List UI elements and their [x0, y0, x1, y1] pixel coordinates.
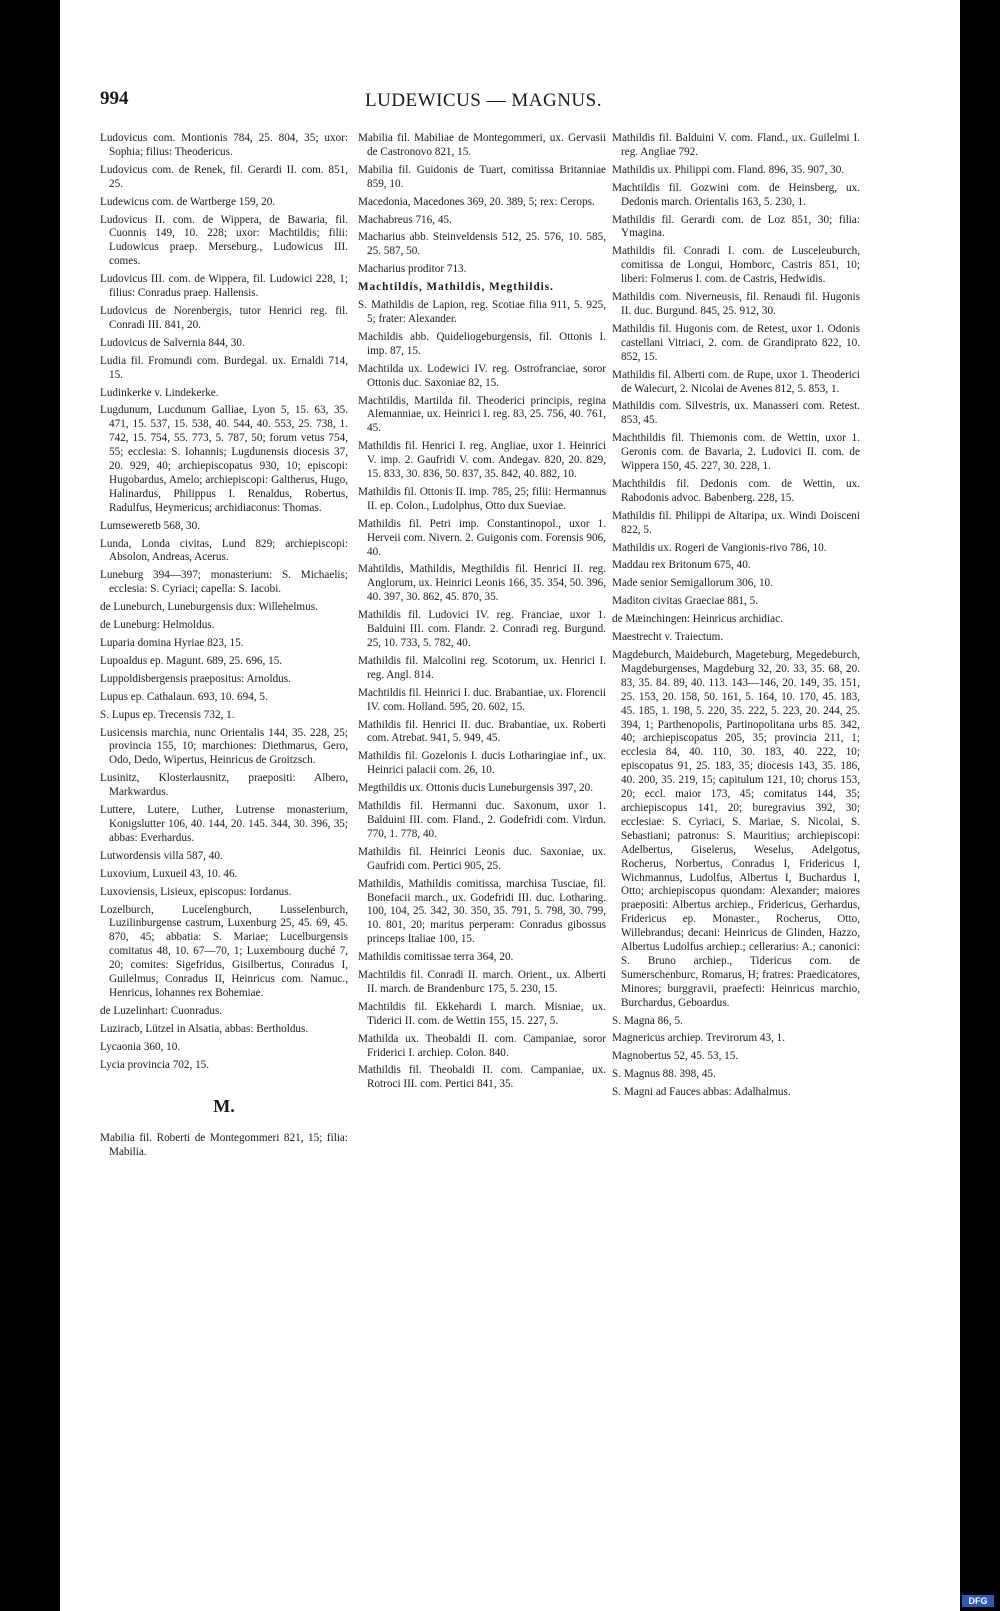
index-entry: Magdeburch, Maideburch, Mageteburg, Megedeburch, Magdeburgenses, Magdeburg 32, 20. 33, 35. 68, 20. 83, 35. 84. 89, 40. 113. 143—146, 20. 149, 35. 151, 25. 153, 20. 158, 50. 161, 5. 164, 10. 170, 45. 183, 45. 185, 1. 198, 5. 220, 35. 222, 5. 223, 20. 244, 25. 394, 1; Parthenopolis, Partinopolitana urbs 85. 342, 40; archiepiscopatus 205, 35; provincia 211, 1; ecclesia 84, 40. 110, 30. 183, 40. 222, 10; episcopatus 91, 25. 183, 35; diocesis 143, 35. 186, 40. 200, 35. 219, 15; capitulum 121, 10; chorus 153, 20; eccl. maior 173, 45; comitatus 144, 35; archiepiscopus 141, 20; buregravius 392, 30; ecclesiae: S. Cyriaci, S. Mariae, S. Nicolai, S. Sebastiani; patronus: S. Mauritius; archiepiscopi: Adelbertus, Giselerus, Weselus, Adelgotus, Rocherus, Norbertus, Conradus I, Fridericus I, Wichmannus, Ludolfus, Albertus I, Buchardus I, Otto; archiepiscopus quondam: Alexander; maiores praepositi: Albertus archiep., Fridericus, Gerhardus, Fridericus ep. Monaster., Rocherus, Otto, Willebrandus; decani: Heinricus de Glinden, Hazzo, Albertus Ludolfus archiep.; cellerarius: A.; canonici: S. Bruno archiep., Tidericus com. de Sumerschenburc, Romarus, H; fratres: Praedicatores, Minores; burggravii, praefecti: Heinricus marchio, Burchardus, Geboardus.	[612, 649, 860, 1009]
column-2-entries-bottom	[358, 299, 606, 1092]
index-entry: Machabreus 716, 45.	[358, 213, 452, 226]
index-entry: Mathildis fil. Alberti com. de Rupe, uxor 1. Theoderici de Walecurt, 2. Nicolai de Avenes 812, 5. 853, 1.	[612, 368, 860, 395]
index-entry: de Luzelinhart: Cuonradus.	[100, 1004, 223, 1017]
index-entry: Luxoviensis, Lisieux, episcopus: Iordanus.	[100, 885, 292, 898]
index-entry: Megthildis ux. Ottonis ducis Luneburgensis 397, 20.	[358, 782, 594, 795]
index-entry: Mathildis fil. Hugonis com. de Retest, uxor 1. Odonis castellani Vitriaci, 2. com. de Grandiprato 822, 10. 852, 15.	[612, 322, 860, 363]
index-entry: Ludia fil. Fromundi com. Burdegal. ux. Ernaldi 714, 15.	[100, 354, 348, 381]
index-entry: Mahtildis, Mathildis, Megthildis fil. Henrici II. reg. Anglorum, ux. Heinrici Leonis 166, 35. 354, 50. 396, 40. 397, 30. 862, 45. 870, 35.	[358, 563, 606, 604]
column-1-entries	[100, 132, 348, 1072]
index-entry: Mathildis fil. Malcolini reg. Scotorum, ux. Henrici I. reg. Angl. 814.	[358, 654, 606, 681]
index-entry: Lycaonia 360, 10.	[100, 1040, 181, 1053]
index-entry: Magnobertus 52, 45. 53, 15.	[612, 1050, 739, 1063]
index-entry: Mathildis ux. Philippi com. Fland. 896, 35. 907, 30.	[612, 163, 845, 176]
index-entry: Lusinitz, Klosterlausnitz, praepositi: Albero, Markwardus.	[100, 772, 348, 799]
index-entry: Lupoaldus ep. Magunt. 689, 25. 696, 15.	[100, 654, 283, 667]
index-entry: Machthildis fil. Dedonis com. de Wettin, ux. Rabodonis advoc. Babenberg. 228, 15.	[612, 477, 860, 504]
index-entry: S. Mathildis de Lapion, reg. Scotiae filia 911, 5. 925, 5; frater: Alexander.	[358, 299, 606, 325]
page-number: 994	[100, 88, 129, 109]
index-entry: Mathildis, Mathildis comitissa, marchisa Tusciae, fil. Bonefacii march., ux. Godefridi III. duc. Lotharing. 100, 104, 25. 342, 30. 350, 35. 791, 5. 798, 30. 799, 10. 801, 20; maritus perperam: Conradus gibossus princeps Italiae 100, 15.	[358, 877, 606, 946]
index-entry: Mathildis fil. Henrici I. reg. Angliae, uxor 1. Heinrici V. imp. 2. Gaufridi V. com. Andegav. 820, 20. 829, 15. 833, 30. 836, 50. 837, 35. 842, 40. 882, 10.	[358, 440, 606, 481]
index-entry: Ludovicus com. de Renek, fil. Gerardi II. com. 851, 25.	[100, 163, 348, 190]
index-entry: Machtildis fil. Gozwini com. de Heinsberg, ux. Dedonis march. Orientalis 163, 5. 230, 1.	[612, 181, 860, 208]
index-entry: Luziracb, Lützel in Alsatia, abbas: Bertholdus.	[100, 1022, 309, 1035]
index-entry: Lupus ep. Cathalaun. 693, 10. 694, 5.	[100, 690, 268, 703]
index-entry: Mathildis fil. Ludovici IV. reg. Franciae, uxor 1. Balduini III. com. Flandr. 2. Conradi reg. Burgund. 25, 10. 733, 5. 782, 40.	[358, 609, 606, 649]
index-entry: S. Magnus 88. 398, 45.	[612, 1068, 716, 1081]
index-entry: Mathildis fil. Heinrici Leonis duc. Saxoniae, ux. Gaufridi com. Pertici 905, 25.	[358, 845, 606, 872]
index-entry: Machtilda ux. Lodewici IV. reg. Ostrofranciae, soror Ottonis duc. Saxoniae 82, 15.	[358, 362, 606, 389]
index-entry: S. Lupus ep. Trecensis 732, 1.	[100, 708, 235, 721]
index-entry: Lumseweretb 568, 30.	[100, 519, 201, 532]
index-entry: Lugdunum, Lucdunum Galliae, Lyon 5, 15. 63, 35. 471, 15. 537, 15. 538, 40. 544, 40. 553, 25. 738, 1. 742, 15. 754, 55. 773, 5. 787, 50; forum vetus 754, 55; ecclesia: S. Iohannis; Lugdunensis diocesis 37, 20. 929, 40; archiepiscopatus 930, 10; episcopi: Hugobardus, Amelo; archiepiscopi: Galtherus, Hugo, Halinardus, Philippus I. Renaldus, Robertus, Radulfus, Heymericus; archidiaconus: Thomas.	[100, 404, 348, 514]
index-entry: Mabilia fil. Guidonis de Tuart, comitissa Britanniae 859, 10.	[358, 163, 606, 190]
index-entry: Mathilda ux. Theobaldi II. com. Campaniae, soror Friderici I. archiep. Colon. 840.	[358, 1032, 606, 1059]
index-entry: Mathildis fil. Gozelonis I. ducis Lotharingiae inf., ux. Heinrici palacii com. 26, 10.	[358, 750, 606, 777]
index-entry: Macharius abb. Steinveldensis 512, 25. 576, 10. 585, 25. 587, 50.	[358, 231, 606, 258]
index-entry: de Luneburg: Helmoldus.	[100, 619, 215, 632]
index-entry: Ludovicus com. Montionis 784, 25. 804, 35; uxor: Sophia; filius: Theodericus.	[100, 132, 348, 158]
column-2	[358, 132, 606, 1096]
index-entry: Machtildis fil. Heinrici I. duc. Brabantiae, ux. Florencii IV. com. Holland. 595, 20. 602, 15.	[358, 686, 606, 713]
index-entry: Ludovicus de Salvernia 844, 30.	[100, 336, 245, 349]
column-2-entries-top	[358, 132, 606, 277]
index-entry: Luneburg 394—397; monasterium: S. Michaelis; ecclesia: S. Cyriaci; capella: S. Iacobi.	[100, 569, 348, 596]
index-entry: Mathildis com. Silvestris, ux. Manasseri com. Retest. 853, 45.	[612, 400, 860, 427]
index-entry: Mathildis ux. Rogeri de Vangionis-rivo 786, 10.	[612, 541, 827, 554]
index-entry: Machildis abb. Quideliogeburgensis, fil. Ottonis I. imp. 87, 15.	[358, 330, 606, 357]
index-heading: Machtildis, Mathildis, Megthildis.	[358, 281, 554, 294]
section-letter: M.	[213, 1096, 235, 1117]
index-entry: Mathildis fil. Petri imp. Constantinopol., uxor 1. Herveii com. Nivern. 2. Guigonis com. Forensis 906, 40.	[358, 517, 606, 558]
index-entry: Lutwordensis villa 587, 40.	[100, 849, 223, 862]
index-entry: Luppoldisbergensis praepositus: Arnoldus.	[100, 672, 291, 685]
index-entry: Mathildis fil. Ottonis II. imp. 785, 25; filii: Hermannus II. ep. Colon., Ludolphus, Otto dux Sueviae.	[358, 485, 606, 512]
index-entry: de Mæinchingen: Heinricus archidiac.	[612, 613, 783, 626]
index-entry: Ludinkerke v. Lindekerke.	[100, 386, 219, 399]
index-entry: Mathildis comitissae terra 364, 20.	[358, 951, 514, 964]
index-entry: Mathildis fil. Henrici II. duc. Brabantiae, ux. Roberti com. Atrebat. 941, 5. 949, 45.	[358, 718, 606, 745]
index-entry: Machtildis, Martilda fil. Theoderici principis, regina Alemanniae, ux. Heinrici I. reg. 83, 25. 756, 40. 761, 45.	[358, 394, 606, 435]
index-entry: Mabilia fil. Roberti de Montegommeri 821, 15; filia: Mabilia.	[100, 1132, 348, 1159]
running-head: LUDEWICUS — MAGNUS.	[365, 90, 602, 111]
index-entry: Ludovicus de Norenbergis, tutor Henrici reg. fil. Conradi III. 841, 20.	[100, 304, 348, 331]
index-entry: Luxovium, Luxueil 43, 10. 46.	[100, 867, 238, 880]
dfg-logo: DFG	[962, 1595, 994, 1607]
index-entry: Lozelburch, Lucelengburch, Lusselenburch, Luzilinburgense castrum, Luxenburg 25, 45. 69, 45. 870, 45; abbatia: S. Mariae; Lucelburgensis comitatus 48, 10. 67—70, 1; Luxembourg duché 7, 20; comites: Sigefridus, Gisilbertus, Conradus I, Guilelmus, Conradus II, Heinricus com. Namuc., Henricus, Iohannes rex Bohemiae.	[100, 903, 348, 999]
index-entry: Luparia domina Hyriae 823, 15.	[100, 637, 244, 649]
index-entry: Mathildis com. Niverneusis, fil. Renaudi fil. Hugonis II. duc. Burgund. 845, 25. 912, 30.	[612, 291, 860, 317]
funding-notice: Digitalisierung gefördert durch die Deutsche Forschungsgemeinschaft -	[598, 1595, 958, 1607]
index-entry: Mathildis fil. Theobaldi II. com. Campaniae, ux. Rotroci III. com. Pertici 841, 35.	[358, 1064, 606, 1091]
index-entry: Ludovicus II. com. de Wippera, de Bawaria, fil. Cuonnis 149, 10. 228; uxor: Machtildis; filii: Ludowicus praep. Merseburg., Ludowicus III. comes.	[100, 213, 348, 268]
index-entry: Machtildis fil. Conradi II. march. Orient., ux. Alberti II. march. de Brandenburc 175, 5. 230, 15.	[358, 969, 606, 995]
index-entry: S. Magni ad Fauces abbas: Adalhalmus.	[612, 1086, 791, 1099]
column-1	[100, 132, 348, 1164]
index-entry: Luttere, Lutere, Luther, Lutrense monasterium, Konigslutter 106, 40. 144, 20. 145. 344, 30. 396, 35; abbas: Everhardus.	[100, 804, 348, 844]
index-entry: Lunda, Londa civitas, Lund 829; archiepiscopi: Absolon, Andreas, Acerus.	[100, 537, 348, 564]
column-3-entries	[612, 132, 860, 1100]
index-entry: Lycia provincia 702, 15.	[100, 1058, 210, 1071]
index-entry: Mathildis fil. Philippi de Altaripa, ux. Windi Doisceni 822, 5.	[612, 509, 860, 536]
footer-bar	[0, 1593, 1000, 1611]
column-3	[612, 132, 860, 1104]
index-entry: Made senior Semigallorum 306, 10.	[612, 577, 773, 590]
index-entry: Ludovicus III. com. de Wippera, fil. Ludowici 228, 1; filius: Conradus praep. Hallensis.	[100, 273, 348, 300]
index-entry: Macharius proditor 713.	[358, 263, 467, 276]
index-entry: Mathildis fil. Gerardi com. de Loz 851, 30; filia: Ymagina.	[612, 213, 860, 240]
index-entry: Machthildis fil. Thiemonis com. de Wettin, uxor 1. Geronis com. de Bavaria, 2. Ludovici II. com. de Wippera 150, 45. 227, 30. 228, 1.	[612, 432, 860, 473]
index-entry: Ludewicus com. de Wartberge 159, 20.	[100, 195, 276, 208]
index-entry: de Luneburch, Luneburgensis dux: Willehelmus.	[100, 601, 318, 614]
index-entry: Maestrecht v. Traiectum.	[612, 631, 724, 644]
index-page	[60, 0, 960, 1611]
index-entry: Maddau rex Britonum 675, 40.	[612, 559, 751, 572]
index-entry: S. Magna 86, 5.	[612, 1014, 683, 1027]
index-entry: Lusicensis marchia, nunc Orientalis 144, 35. 228, 25; provincia 155, 10; marchiones: Diethmarus, Gero, Odo, Dedo, Wipertus, Heinricus de Groitzsch.	[100, 726, 348, 767]
index-entry: Macedonia, Macedones 369, 20. 389, 5; rex: Cerops.	[358, 195, 595, 208]
index-entry: Maditon civitas Graeciae 881, 5.	[612, 595, 759, 608]
index-entry: Mathildis fil. Hermanni duc. Saxonum, uxor 1. Balduini III. com. Fland., 2. Godefridi com. Virdun. 770, 1. 778, 40.	[358, 800, 606, 840]
index-entry: Mathildis fil. Conradi I. com. de Lusceleuburch, comitissa de Longui, Homborc, Castris 851, 10; liberi: Folmerus I. com. de Castris, Hedwidis.	[612, 245, 860, 286]
index-entry: Mathildis fil. Balduini V. com. Fland., ux. Guilelmi I. reg. Angliae 792.	[612, 132, 860, 158]
index-entry: Machtildis fil. Ekkehardi I. march. Misniae, ux. Tiderici II. com. de Wettin 155, 15. 227, 5.	[358, 1000, 606, 1027]
index-entry: Mabilia fil. Mabiliae de Montegommeri, ux. Gervasii de Castronovo 821, 15.	[358, 132, 606, 158]
index-entry: Magnericus archiep. Trevirorum 43, 1.	[612, 1032, 786, 1045]
